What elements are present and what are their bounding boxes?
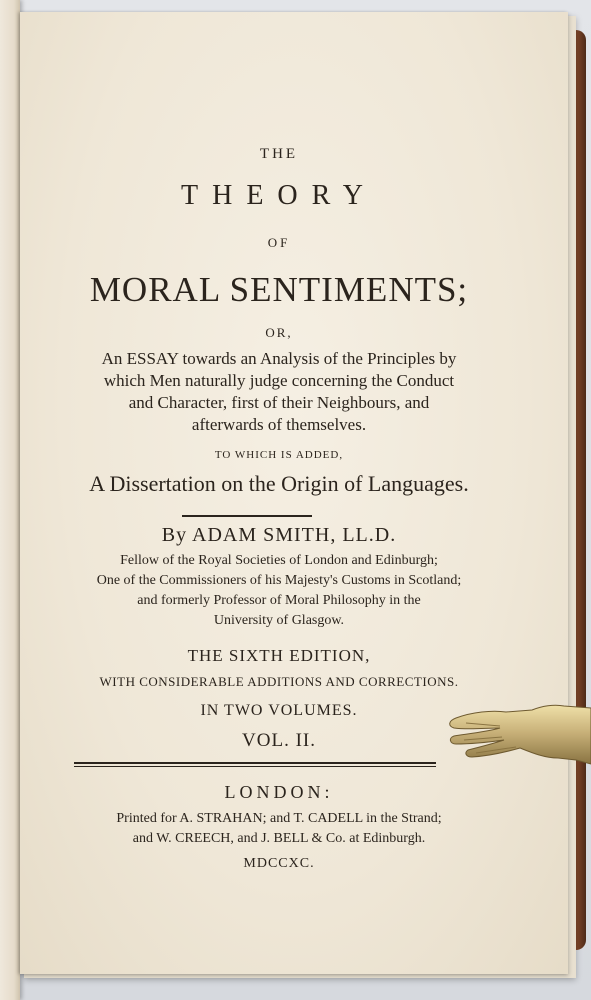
- additions-line: WITH CONSIDERABLE ADDITIONS AND CORRECTIONS.: [99, 674, 459, 689]
- title-theory: THEORY: [181, 180, 377, 211]
- author-title-line: One of the Commissioners of his Majesty's Customs in Scotland;: [96, 573, 462, 588]
- author-title-line: Fellow of the Royal Societies of London and Edinburgh;: [120, 553, 438, 568]
- author-title-line: University of Glasgow.: [213, 613, 345, 628]
- author-title-line: and formerly Professor of Moral Philosophy in the: [137, 593, 421, 608]
- volumes-line: IN TWO VOLUMES.: [200, 702, 358, 719]
- title-article: THE: [259, 146, 299, 162]
- title-page: [20, 12, 568, 974]
- essay-line: afterwards of themselves.: [191, 415, 367, 434]
- left-board-edge: [0, 0, 20, 1000]
- imprint-city: LONDON:: [224, 782, 334, 802]
- title-of: OF: [267, 235, 291, 250]
- double-rule: [74, 762, 436, 767]
- short-rule: [182, 515, 312, 517]
- essay-line: An ESSAY towards an Analysis of the Principles by: [101, 349, 457, 368]
- dissertation-title: A Dissertation on the Origin of Languages.: [89, 471, 469, 496]
- imprint-line: Printed for A. STRAHAN; and T. CADELL in the Strand;: [116, 811, 442, 826]
- brass-hand-icon: [446, 690, 591, 770]
- author-line: By ADAM SMITH, LL.D.: [161, 524, 397, 546]
- added-label: TO WHICH IS ADDED,: [214, 449, 344, 461]
- subtitle-or: OR,: [265, 325, 293, 340]
- edition-line: THE SIXTH EDITION,: [187, 646, 371, 665]
- imprint-date: MDCCXC.: [243, 856, 315, 871]
- essay-line: and Character, first of their Neighbours, and: [128, 393, 430, 412]
- imprint-line: and W. CREECH, and J. BELL & Co. at Edinburgh.: [132, 831, 426, 846]
- main-title: MORAL SENTIMENTS;: [89, 270, 469, 309]
- essay-line: which Men naturally judge concerning the Conduct: [103, 371, 455, 390]
- volume-number: VOL. II.: [242, 730, 316, 751]
